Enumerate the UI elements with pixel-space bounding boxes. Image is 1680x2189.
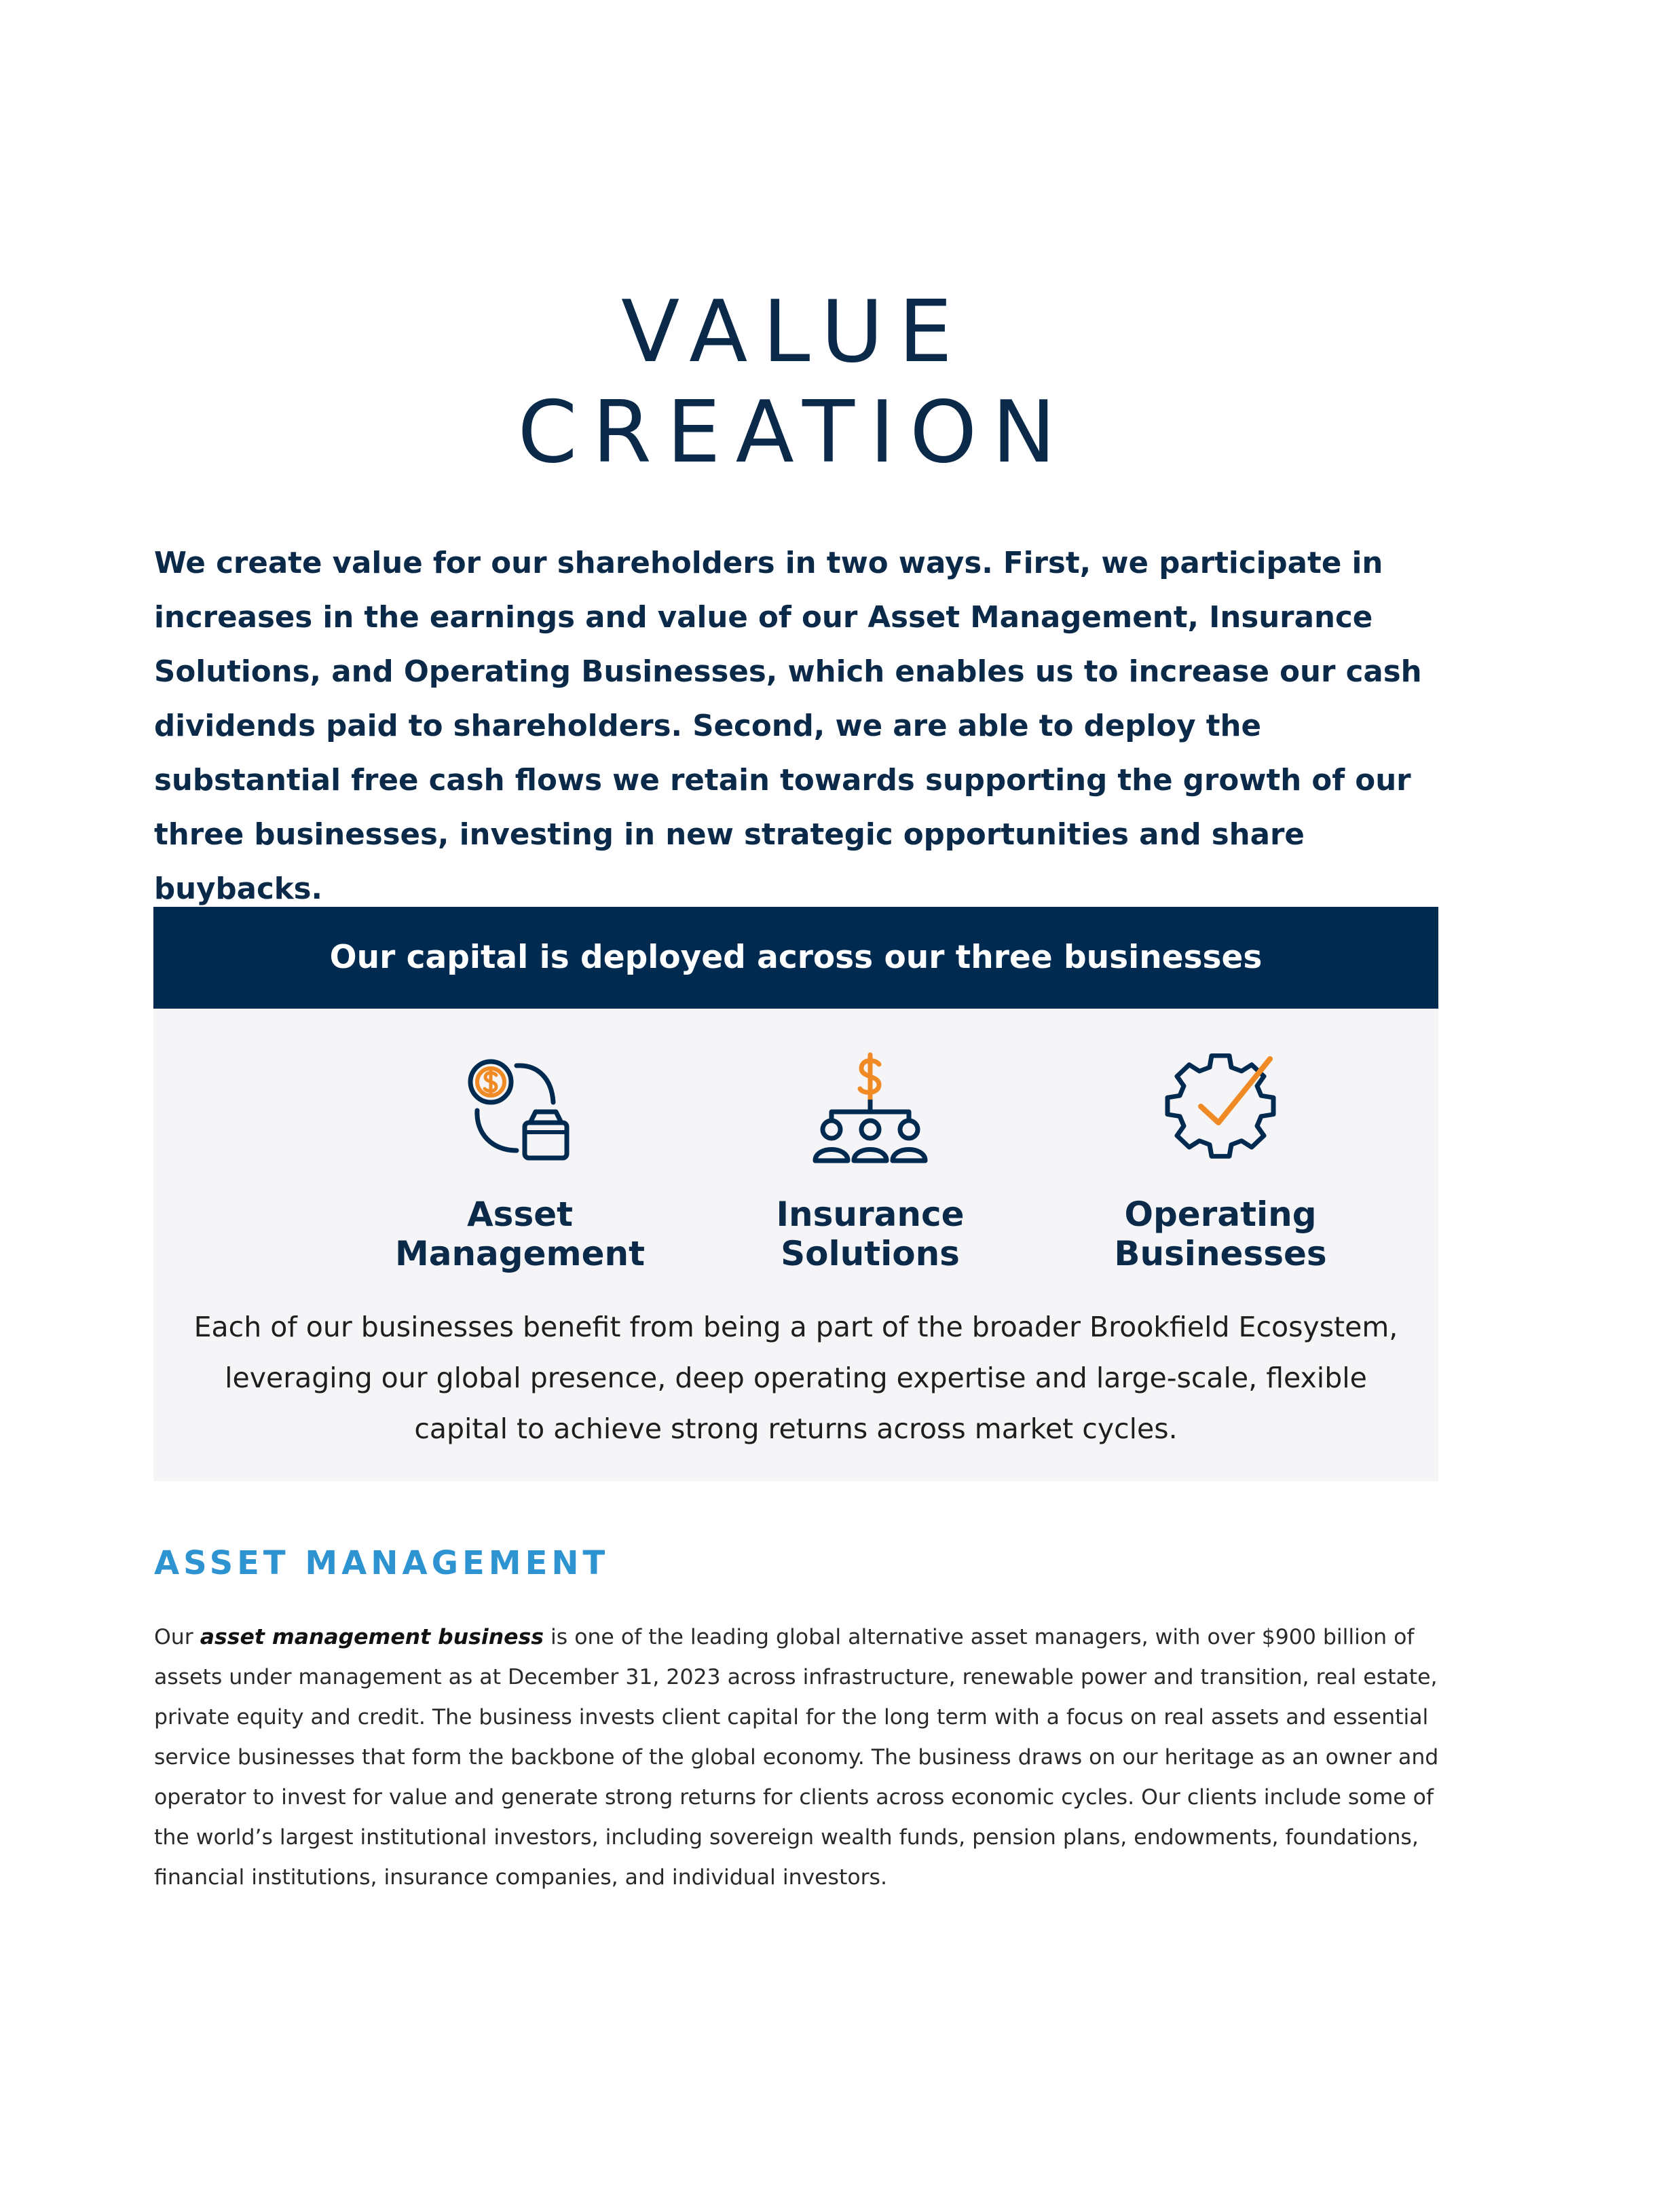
asset-management-paragraph: [154, 1617, 1444, 1898]
page-title-line2: CREATION: [517, 382, 1071, 482]
business-label-line1: Operating: [1124, 1195, 1317, 1234]
business-operating-businesses: [1071, 1052, 1370, 1273]
capital-band-header: Our capital is deployed across our three businesses: [153, 907, 1438, 1009]
dollar-exchange-box-icon: [462, 1052, 578, 1167]
business-label-line1: Insurance: [776, 1195, 965, 1234]
business-label-line1: Asset: [466, 1195, 574, 1234]
ecosystem-description: [153, 1302, 1438, 1455]
business-asset-management: [371, 1052, 669, 1273]
page-title-line1: VALUE: [620, 282, 968, 381]
dollar-people-network-icon: [813, 1052, 928, 1167]
business-insurance-solutions: [721, 1052, 1020, 1273]
ecosystem-line2: leveraging our global presence, deep operating expertise and large-scale, flexible: [225, 1362, 1367, 1394]
business-label: [371, 1195, 669, 1273]
ecosystem-line1: Each of our businesses benefit from being a part of the broader Brookfield Ecosystem,: [193, 1311, 1398, 1343]
business-label-line2: Solutions: [781, 1234, 960, 1273]
business-label: [721, 1195, 1020, 1273]
intro-paragraph: We create value for our shareholders in two ways. First, we participate in increases in the earnings and value of our Asset Management, Insurance Solutions, and Operating Businesses, which enables us to increase our cash dividends paid to shareholders. Second, we are able to deploy the substantial free cash flows we retain towards supporting the growth of our three businesses, investing in new strategic opportunities and share buybacks.: [154, 546, 1422, 906]
section-heading-asset-management: ASSET MANAGEMENT: [154, 1544, 610, 1582]
paragraph-body: is one of the leading global alternative asset managers, with over $900 billion of assets under management as at December 31, 2023 across infrastructure, renewable power and transition, real estate, private equity and credit. The business invests client capital for the long term with a focus on real assets and essential service businesses that form the backbone of the global economy. The business draws on our heritage as an owner and operator to invest for value and generate strong returns for clients across economic cycles. Our clients include some of the world’s largest institutional investors, including sovereign wealth funds, pension plans, endowments, foundations, financial institutions, insurance companies, and individual investors.: [154, 1625, 1439, 1890]
paragraph-emphasis: asset management business: [200, 1625, 544, 1649]
paragraph-lead: Our: [154, 1625, 200, 1649]
gear-checkmark-icon: [1163, 1052, 1278, 1167]
capital-band-panel: [153, 1009, 1438, 1481]
business-label: [1071, 1195, 1370, 1273]
business-label-line2: Businesses: [1114, 1234, 1327, 1273]
business-label-line2: Management: [394, 1234, 646, 1273]
ecosystem-line3: capital to achieve strong returns across market cycles.: [414, 1412, 1178, 1445]
page-title: [0, 282, 1588, 483]
